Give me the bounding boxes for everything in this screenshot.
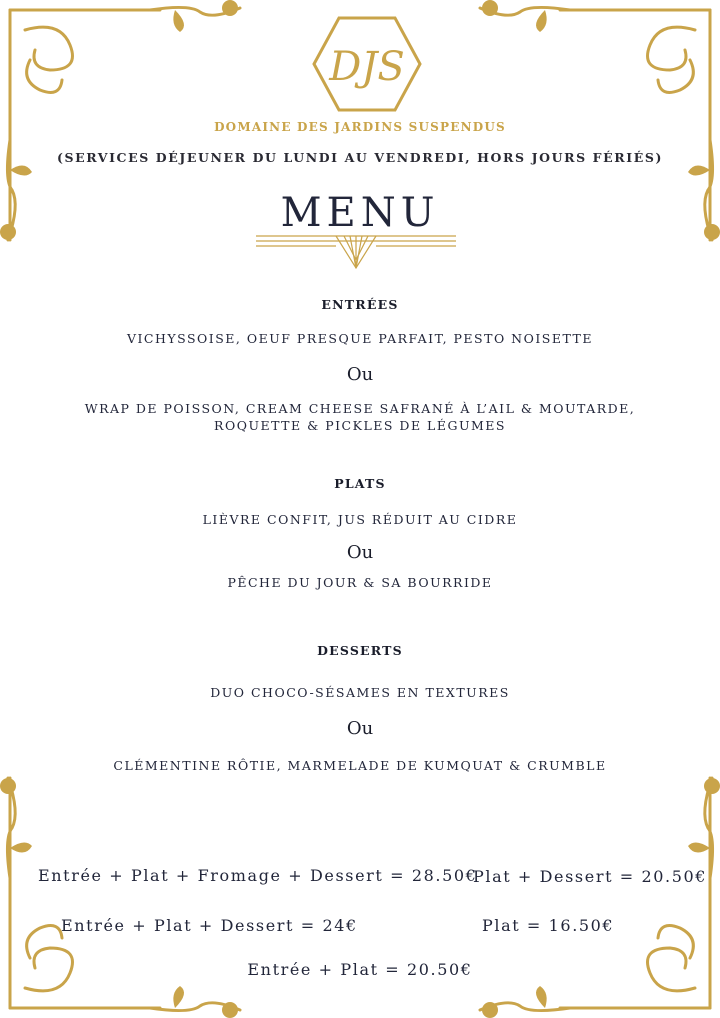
- logo-monogram: DJS: [329, 44, 405, 90]
- services-note: (SERVICES DÉJEUNER DU LUNDI AU VENDREDI, HORS JOURS FÉRIÉS): [57, 150, 663, 165]
- dessert-option-1: DUO CHOCO-SÉSAMES EN TEXTURES: [210, 685, 510, 700]
- price-entree-plat-dessert: Entrée + Plat + Dessert = 24€: [61, 916, 358, 935]
- section-title-plats: PLATS: [334, 476, 386, 491]
- entree-option-2-line-1: WRAP DE POISSON, CREAM CHEESE SAFRANÉ À L’AIL & MOUTARDE,: [84, 401, 636, 416]
- plat-or: Ou: [346, 542, 374, 563]
- price-plat: Plat = 16.50€: [482, 916, 615, 935]
- plat-option-1: LIÈVRE CONFIT, JUS RÉDUIT AU CIDRE: [202, 512, 518, 527]
- logo-hexagon: [312, 14, 422, 114]
- price-plat-dessert: Plat + Dessert = 20.50€: [473, 867, 708, 886]
- price-entree-plat-fromage-dessert: Entrée + Plat + Fromage + Dessert = 28.50€: [38, 866, 478, 885]
- menu-title-ornament: [256, 232, 456, 272]
- entree-option-2-line-2: ROQUETTE & PICKLES DE LÉGUMES: [214, 418, 506, 433]
- dessert-option-2: CLÉMENTINE RÔTIE, MARMELADE DE KUMQUAT & CRUMBLE: [113, 758, 607, 773]
- menu-title: MENU: [280, 190, 440, 236]
- domain-name: DOMAINE DES JARDINS SUSPENDUS: [214, 120, 506, 134]
- ornament-bottom-right: [470, 768, 720, 1018]
- section-title-desserts: DESSERTS: [317, 643, 403, 658]
- section-title-entrees: ENTRÉES: [321, 297, 399, 312]
- ornament-bottom-left: [0, 768, 250, 1018]
- dessert-or: Ou: [346, 718, 374, 739]
- entree-or: Ou: [346, 364, 374, 385]
- plat-option-2: PÊCHE DU JOUR & SA BOURRIDE: [227, 575, 493, 590]
- price-entree-plat: Entrée + Plat = 20.50€: [247, 960, 473, 979]
- entree-option-1: VICHYSSOISE, OEUF PRESQUE PARFAIT, PESTO NOISETTE: [126, 331, 594, 346]
